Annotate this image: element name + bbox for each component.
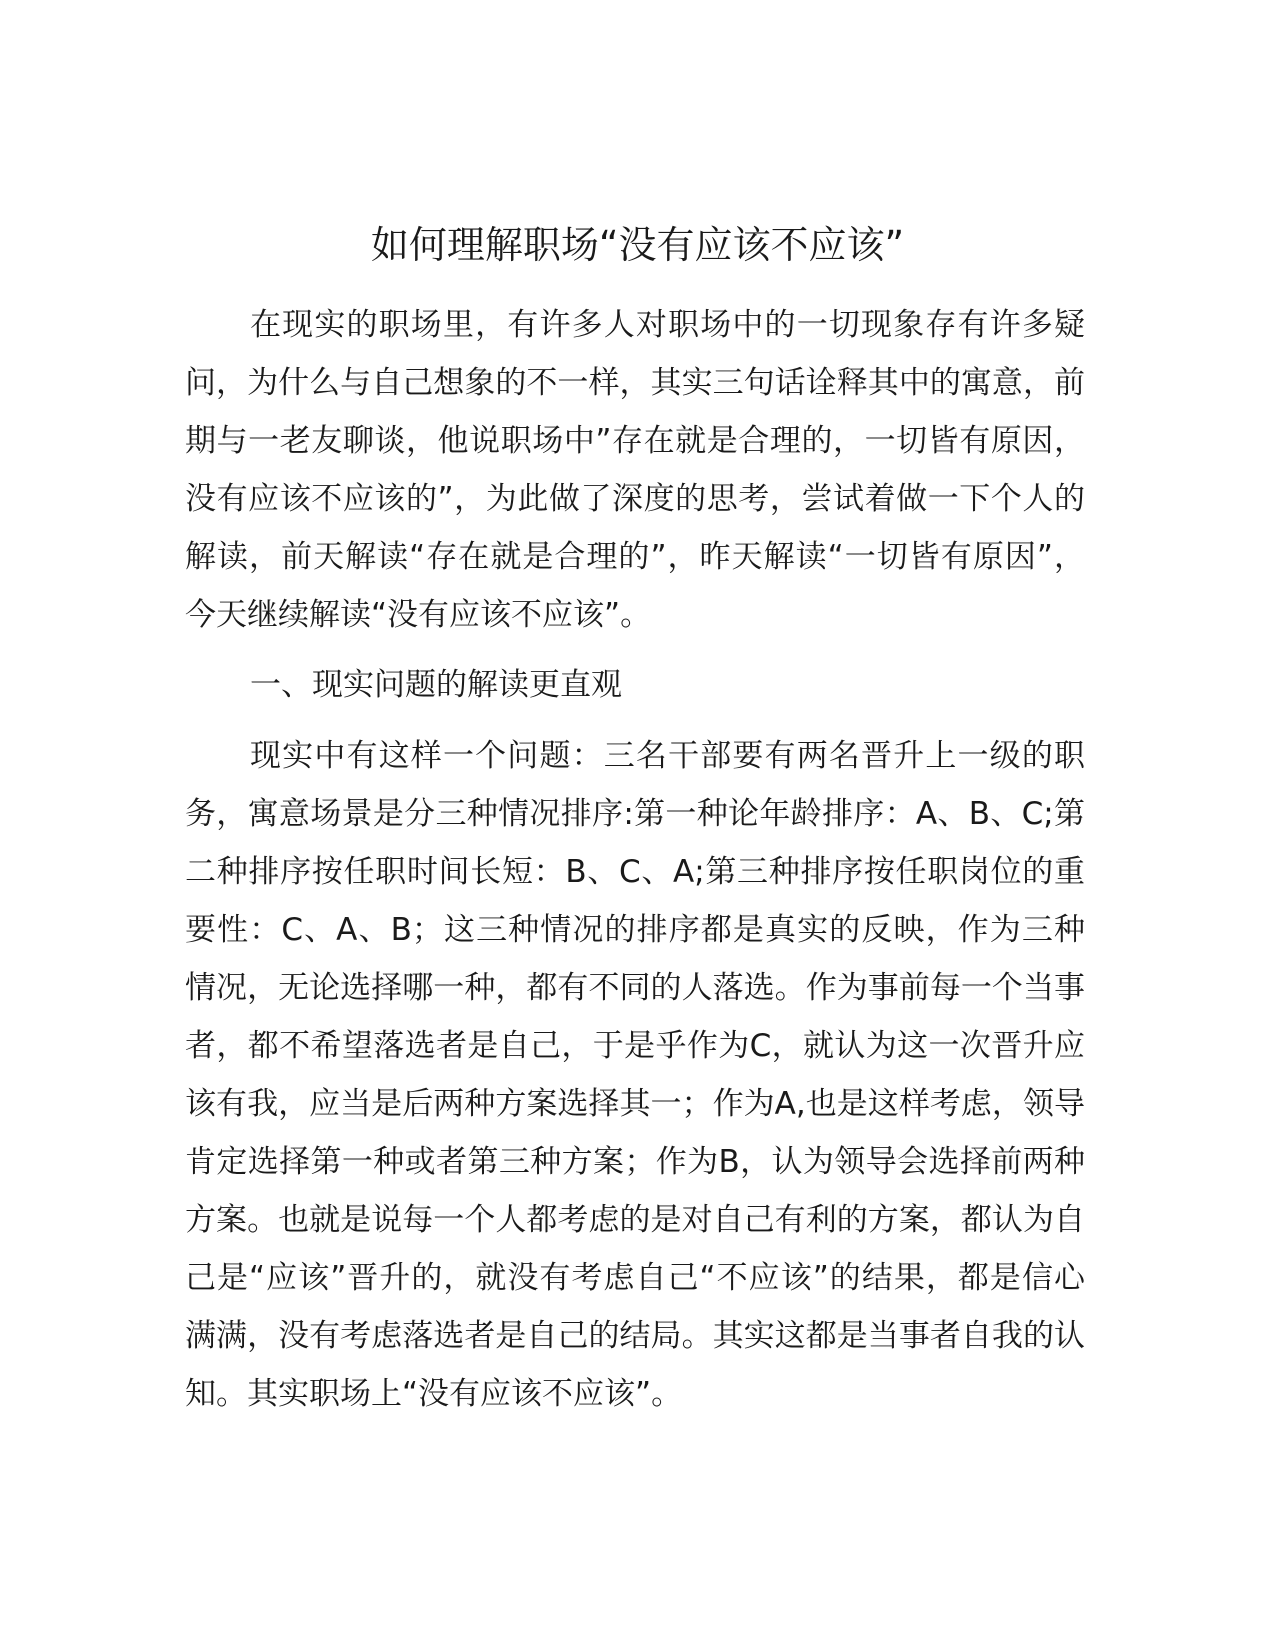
intro-paragraph: 在现实的职场里，有许多人对职场中的一切现象存有许多疑问，为什么与自己想象的不一样，其实三句话诠释其中的寓意，前期与一老友聊谈，他说职场中”存在就是合理的，一切皆有原因，没有应该不应该的”，为此做了深度的思考，尝试着做一下个人的解读，前天解读“存在就是合理的”，昨天解读“一切皆有原因”，今天继续解读“没有应该不应该”。 — [185, 307, 1085, 633]
section-heading: 一、现实问题的解读更直观 — [250, 667, 622, 703]
document-title: 如何理解职场“没有应该不应该” — [370, 223, 905, 267]
section-body-paragraph: 现实中有这样一个问题：三名干部要有两名晋升上一级的职务，寓意场景是分三种情况排序:第一种论年龄排序：A、B、C;第二种排序按任职时间长短：B、C、A;第三种排序按任职岗位的重要性：C、A、B；这三种情况的排序都是真实的反映，作为三种情况，无论选择哪一种，都有不同的人落选。作为事前每一个当事者，都不希望落选者是自己，于是乎作为C，就认为这一次晋升应该有我，应当是后两种方案选择其一；作为A,也是这样考虑，领导肯定选择第一种或者第三种方案；作为B，认为领导会选择前两种方案。也就是说每一个人都考虑的是对自己有利的方案，都认为自己是“应该”晋升的，就没有考虑自己“不应该”的结果，都是信心满满，没有考虑落选者是自己的结局。其实这都是当事者自我的认知。其实职场上“没有应该不应该”。 — [185, 738, 1085, 1412]
